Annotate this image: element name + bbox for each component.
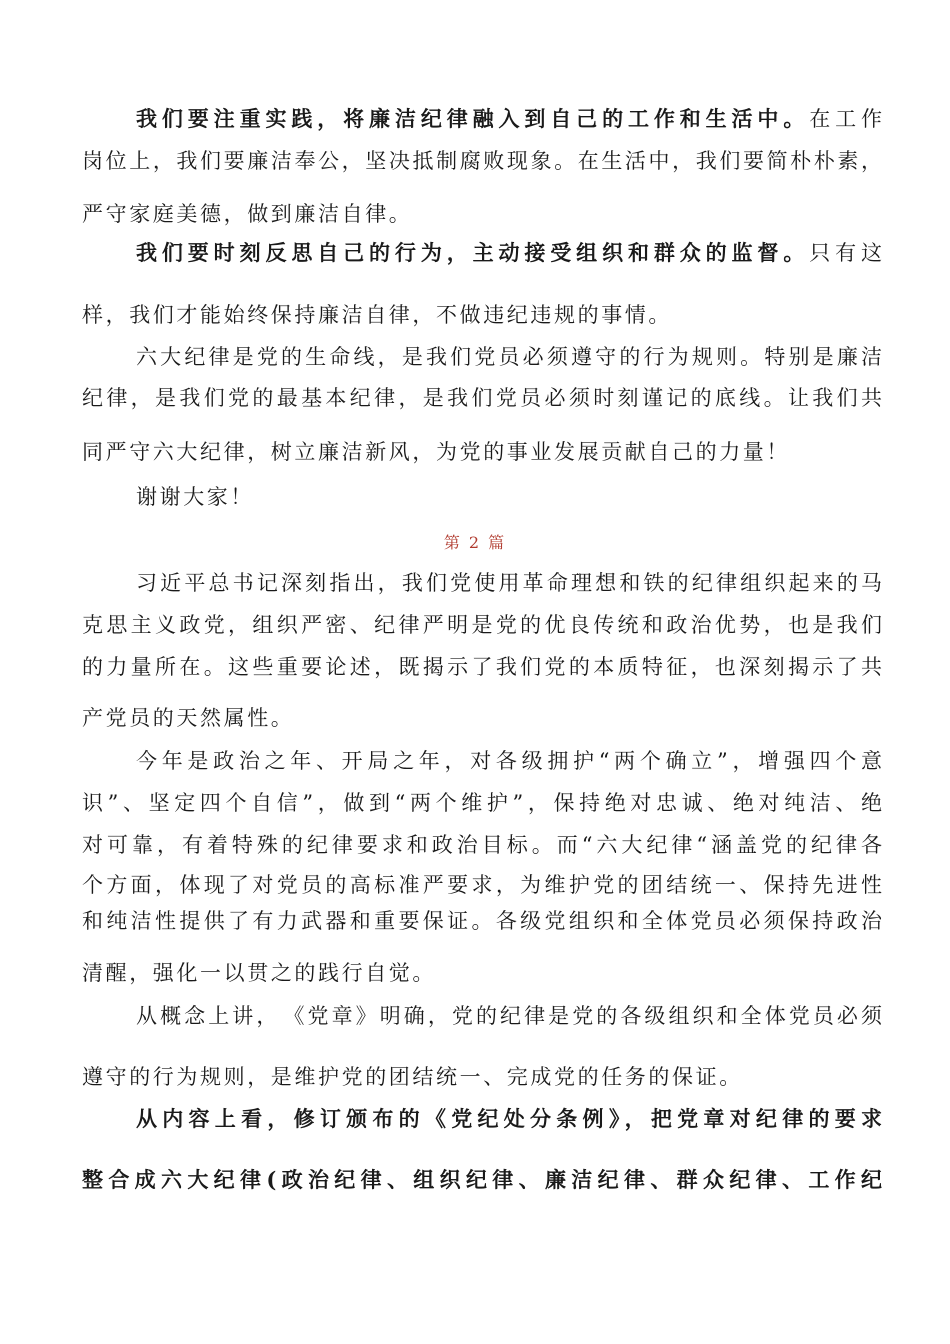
paragraph-reflect-line-2: 样，我们才能始终保持廉洁自律，不做违纪违规的事情。 [82,303,672,327]
paragraph-practice-line-2: 岗位上，我们要廉洁奉公，坚决抵制腐败现象。在生活中，我们要简朴朴素， [82,149,882,173]
paragraph-year-line-2: 识”、坚定四个自信”，做到“两个维护”，保持绝对忠诚、绝对纯洁、绝 [82,791,882,815]
paragraph-reflect-rest: 只有这 [809,241,883,265]
paragraph-content-line-1: 从内容上看，修订颁布的《党纪处分条例》，把党章对纪律的要求 [136,1106,882,1131]
paragraph-year-line-6: 清醒，强化一以贯之的践行自觉。 [82,961,436,985]
paragraph-reflect-lead: 我们要时刻反思自己的行为，主动接受组织和群众的监督。 [136,240,810,265]
paragraph-concept-line-1: 从概念上讲， 《党章》明确，党的纪律是党的各级组织和全体党员必须 [136,1004,882,1028]
paragraph-reflect-line-1 [136,240,882,266]
paragraph-lifeline-line-1: 六大纪律是党的生命线，是我们党员必须遵守的行为规则。特别是廉洁 [136,345,882,369]
paragraph-year-line-5: 和纯洁性提供了有力武器和重要保证。各级党组织和全体党员必须保持政治 [82,909,882,933]
paragraph-xi-line-3: 的力量所在。这些重要论述，既揭示了我们党的本质特征，也深刻揭示了共 [82,655,882,679]
paragraph-year-line-1: 今年是政治之年、开局之年，对各级拥护“两个确立”，增强四个意 [136,749,882,773]
paragraph-thanks: 谢谢大家！ [136,485,254,509]
paragraph-xi-line-2: 克思主义政党，组织严密、纪律严明是党的优良传统和政治优势，也是我们 [82,613,882,637]
paragraph-practice-line-1 [136,106,882,132]
section-heading: 第 2 篇 [443,533,507,552]
paragraph-lifeline-line-3: 同严守六大纪律，树立廉洁新风，为党的事业发展贡献自己的力量！ [82,440,790,464]
paragraph-practice-rest: 在工作 [809,107,883,131]
paragraph-lifeline-line-2: 纪律，是我们党的最基本纪律，是我们党员必须时刻谨记的底线。让我们共 [82,386,882,410]
paragraph-xi-line-1: 习近平总书记深刻指出，我们党使用革命理想和铁的纪律组织起来的马 [136,571,882,595]
paragraph-year-line-4: 个方面，体现了对党员的高标准严要求，为维护党的团结统一、保持先进性 [82,873,882,897]
paragraph-year-line-3: 对可靠，有着特殊的纪律要求和政治目标。而“六大纪律“涵盖党的纪律各 [82,833,882,857]
paragraph-practice-lead: 我们要注重实践，将廉洁纪律融入到自己的工作和生活中。 [136,106,810,131]
paragraph-xi-line-4: 产党员的天然属性。 [82,706,295,730]
paragraph-practice-line-3: 严守家庭美德，做到廉洁自律。 [82,202,413,226]
paragraph-concept-line-2: 遵守的行为规则，是维护党的团结统一、完成党的任务的保证。 [82,1065,743,1089]
paragraph-content-line-2: 整合成六大纪律(政治纪律、组织纪律、廉洁纪律、群众纪律、工作纪 [82,1167,882,1192]
